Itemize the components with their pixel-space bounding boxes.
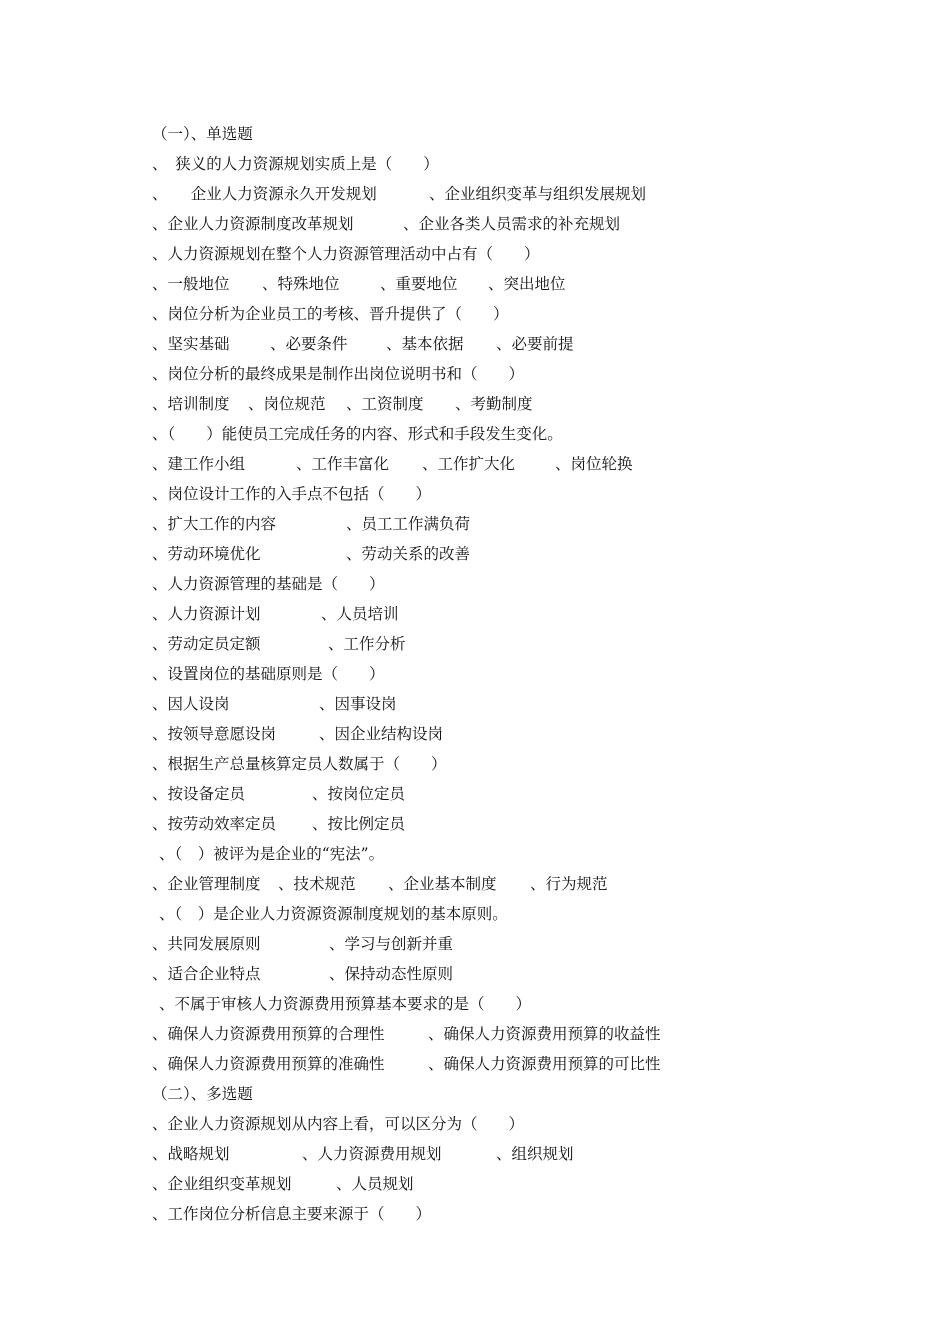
- section-heading-multiple-choice: （二）、多选题: [152, 1085, 253, 1103]
- question-2-option-c: 、重要地位: [380, 275, 458, 293]
- question-10-option-b: 、技术规范: [278, 875, 356, 893]
- multi-question-1-option-b: 、人力资源费用规划: [302, 1145, 442, 1163]
- question-4-stem: 、岗位分析的最终成果是制作出岗位说明书和（ ）: [152, 365, 525, 383]
- question-8-option-d: 、因企业结构设岗: [319, 725, 444, 743]
- question-6-options-row: [152, 511, 471, 537]
- question-11-option-b: 、学习与创新并重: [329, 935, 454, 953]
- question-1-option-b: 、企业组织变革与组织发展规划: [429, 185, 647, 203]
- question-9-option-d: 、按比例定员: [312, 815, 406, 833]
- question-11-options-row: [152, 961, 454, 987]
- multi-question-2-stem: 、工作岗位分析信息主要来源于（ ）: [152, 1205, 432, 1223]
- question-5-stem: 、（ ）能使员工完成任务的内容、形式和手段发生变化。: [152, 425, 563, 443]
- section-heading-single-choice: （一）、单选题: [152, 125, 253, 143]
- multi-question-1-option-c: 、组织规划: [496, 1145, 574, 1163]
- question-8-stem: 、设置岗位的基础原则是（ ）: [152, 665, 385, 683]
- question-10-option-d: 、行为规范: [530, 875, 608, 893]
- question-8-option-c: 、按领导意愿设岗: [152, 725, 277, 743]
- question-3-stem: 、岗位分析为企业员工的考核、晋升提供了（ ）: [152, 305, 509, 323]
- question-4-option-b: 、岗位规范: [248, 395, 326, 413]
- question-3-options-row: [152, 331, 574, 357]
- question-5-option-c: 、工作扩大化: [422, 455, 516, 473]
- question-12-options-row: [152, 1051, 661, 1077]
- question-8-option-b: 、因事设岗: [319, 695, 397, 713]
- question-7-option-b: 、人员培训: [321, 605, 399, 623]
- question-7-options-row: [152, 631, 406, 657]
- question-9-options-row: [152, 811, 406, 837]
- question-7-stem: 、人力资源管理的基础是（ ）: [152, 575, 385, 593]
- question-7-options-row: [152, 601, 399, 627]
- multi-question-1-options-row: [152, 1171, 414, 1197]
- question-11-stem: 、（ ）是企业人力资源资源制度规划的基本原则。: [159, 905, 508, 923]
- question-2-option-a: 、一般地位: [152, 275, 230, 293]
- question-12-option-a: 、确保人力资源费用预算的合理性: [152, 1025, 385, 1043]
- question-10-options-row: [152, 871, 608, 897]
- question-4-option-d: 、考勤制度: [455, 395, 533, 413]
- question-1-option-d: 、企业各类人员需求的补充规划: [403, 215, 621, 233]
- question-9-stem: 、根据生产总量核算定员人数属于（ ）: [152, 755, 447, 773]
- question-9-option-c: 、按劳动效率定员: [152, 815, 277, 833]
- question-10-option-a: 、企业管理制度: [152, 875, 261, 893]
- multi-question-1-option-a: 、战略规划: [152, 1145, 230, 1163]
- question-1-options-row: [152, 181, 647, 207]
- question-6-option-d: 、劳动关系的改善: [346, 545, 471, 563]
- question-9-option-a: 、按设备定员: [152, 785, 246, 803]
- question-6-stem: 、岗位设计工作的入手点不包括（ ）: [152, 485, 432, 503]
- question-9-option-b: 、按岗位定员: [312, 785, 406, 803]
- question-1-stem: 、 狭义的人力资源规划实质上是（ ）: [152, 155, 439, 173]
- question-11-option-c: 、适合企业特点: [152, 965, 261, 983]
- question-5-option-a: 、建工作小组: [152, 455, 246, 473]
- multi-question-1-options-row: [152, 1141, 574, 1167]
- question-12-option-c: 、确保人力资源费用预算的准确性: [152, 1055, 385, 1073]
- question-2-options-row: [152, 271, 566, 297]
- question-4-option-c: 、工资制度: [346, 395, 424, 413]
- question-12-option-d: 、确保人力资源费用预算的可比性: [428, 1055, 661, 1073]
- question-10-option-c: 、企业基本制度: [388, 875, 497, 893]
- question-12-option-b: 、确保人力资源费用预算的收益性: [428, 1025, 661, 1043]
- question-12-stem: 、不属于审核人力资源费用预算基本要求的是（ ）: [159, 995, 532, 1013]
- multi-question-1-option-d: 、企业组织变革规划: [152, 1175, 292, 1193]
- question-11-option-a: 、共同发展原则: [152, 935, 261, 953]
- question-12-options-row: [152, 1021, 661, 1047]
- question-1-options-row: [152, 211, 621, 237]
- question-8-options-row: [152, 721, 444, 747]
- question-8-options-row: [152, 691, 397, 717]
- question-8-option-a: 、因人设岗: [152, 695, 230, 713]
- question-5-options-row: [152, 451, 633, 477]
- question-7-option-c: 、劳动定员定额: [152, 635, 261, 653]
- question-2-stem: 、人力资源规划在整个人力资源管理活动中占有（ ）: [152, 245, 540, 263]
- question-7-option-a: 、人力资源计划: [152, 605, 261, 623]
- multi-question-1-option-e: 、人员规划: [336, 1175, 414, 1193]
- question-4-options-row: [152, 391, 533, 417]
- question-3-option-c: 、基本依据: [386, 335, 464, 353]
- question-6-option-b: 、员工工作满负荷: [346, 515, 471, 533]
- question-2-option-b: 、特殊地位: [262, 275, 340, 293]
- question-3-option-b: 、必要条件: [270, 335, 348, 353]
- question-6-options-row: [152, 541, 471, 567]
- question-5-option-b: 、工作丰富化: [296, 455, 390, 473]
- question-11-option-d: 、保持动态性原则: [329, 965, 454, 983]
- question-6-option-c: 、劳动环境优化: [152, 545, 261, 563]
- question-11-options-row: [152, 931, 454, 957]
- question-6-option-a: 、扩大工作的内容: [152, 515, 277, 533]
- question-10-stem: 、（ ）被评为是企业的“宪法”。: [159, 845, 385, 863]
- question-1-option-a: 、 企业人力资源永久开发规划: [152, 185, 377, 203]
- question-4-option-a: 、培训制度: [152, 395, 230, 413]
- multi-question-1-stem: 、企业人力资源规划从内容上看，可以区分为（ ）: [152, 1115, 525, 1133]
- question-2-option-d: 、突出地位: [488, 275, 566, 293]
- question-1-option-c: 、企业人力资源制度改革规划: [152, 215, 354, 233]
- question-9-options-row: [152, 781, 406, 807]
- question-5-option-d: 、岗位轮换: [555, 455, 633, 473]
- question-7-option-d: 、工作分析: [328, 635, 406, 653]
- question-3-option-a: 、坚实基础: [152, 335, 230, 353]
- question-3-option-d: 、必要前提: [496, 335, 574, 353]
